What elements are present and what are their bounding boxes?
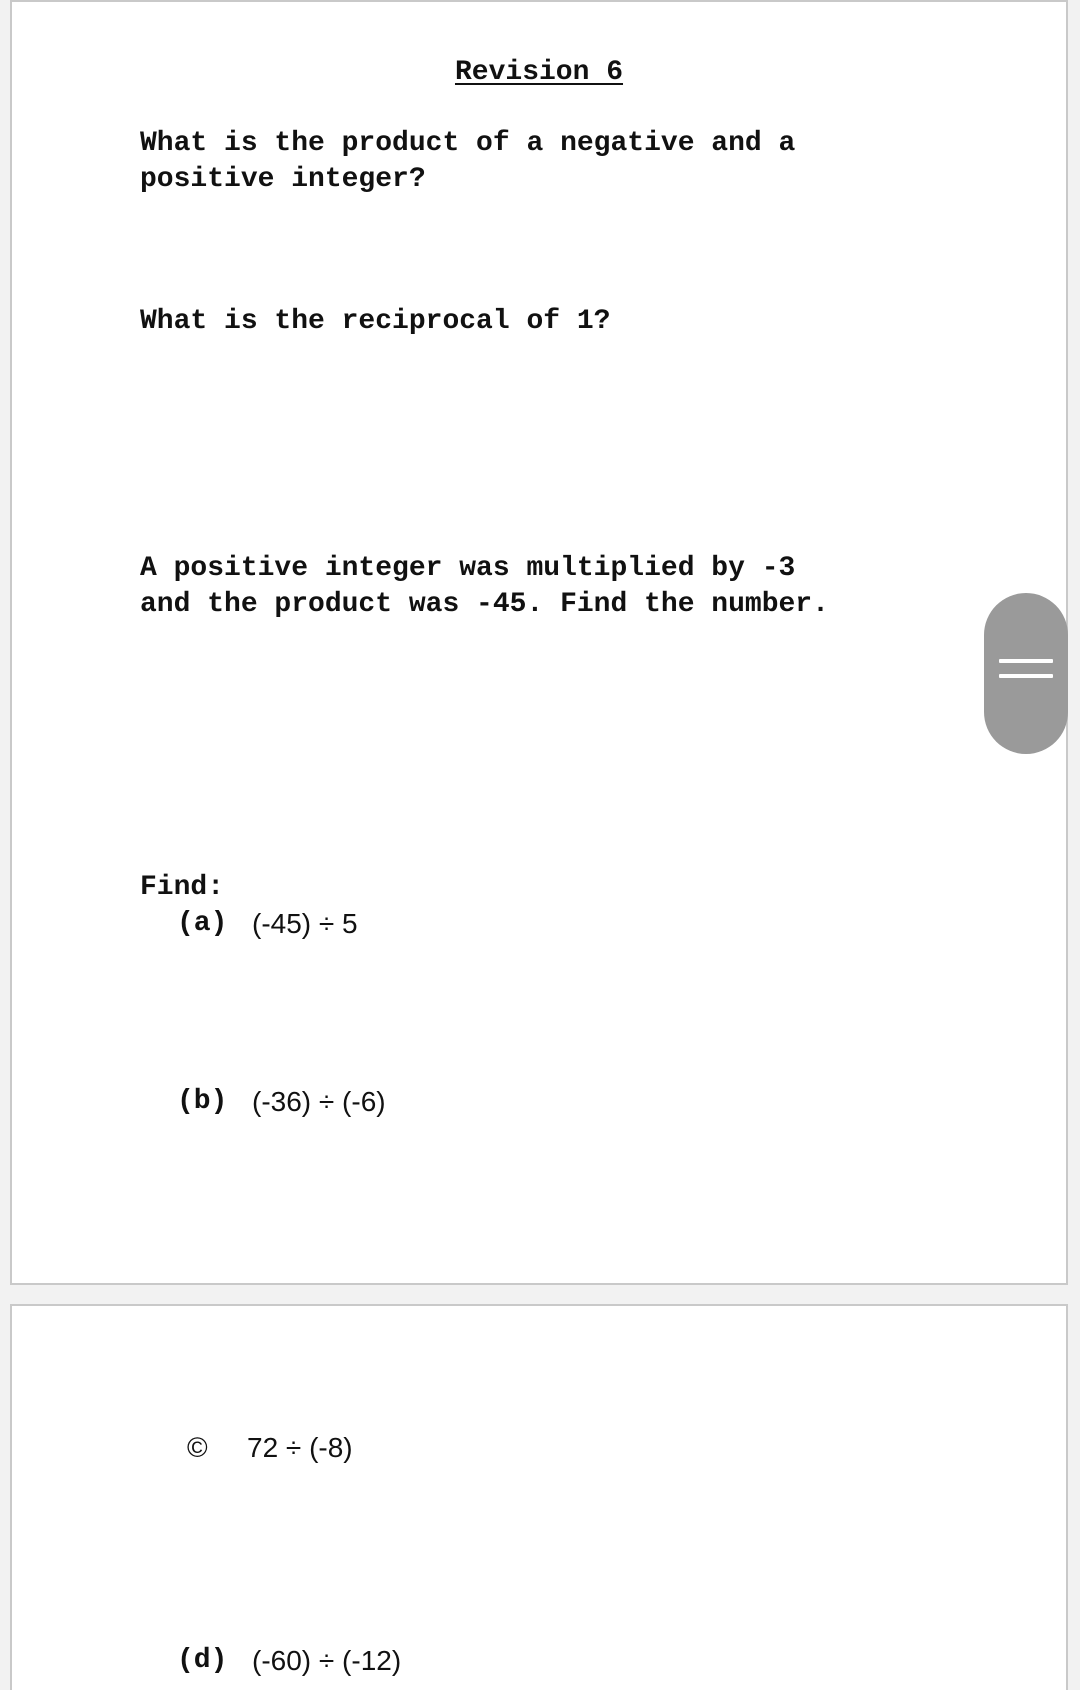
part-a-expression: (-45) ÷ 5	[252, 908, 358, 939]
worksheet-page-1	[10, 0, 1068, 1285]
question-1-line-1: What is the product of a negative and a	[140, 128, 796, 159]
part-a-label: (a)	[177, 908, 228, 939]
question-3-line-2: and the product was -45. Find the number.	[140, 589, 829, 620]
worksheet-page-2	[10, 1304, 1068, 1690]
question-1-line-2: positive integer?	[140, 164, 426, 195]
page-title: Revision 6	[454, 57, 624, 88]
part-d-expression: (-60) ÷ (-12)	[252, 1645, 402, 1676]
question-2: What is the reciprocal of 1?	[140, 306, 611, 337]
question-3-line-1: A positive integer was multiplied by -3	[140, 553, 796, 584]
part-d-label: (d)	[177, 1645, 228, 1676]
part-b-expression: (-36) ÷ (-6)	[252, 1086, 386, 1117]
part-b-label: (b)	[177, 1086, 228, 1117]
find-label: Find:	[140, 872, 225, 903]
part-c-expression: 72 ÷ (-8)	[247, 1432, 353, 1463]
part-c-label: ©	[187, 1432, 208, 1463]
scroll-handle[interactable]	[984, 593, 1068, 754]
